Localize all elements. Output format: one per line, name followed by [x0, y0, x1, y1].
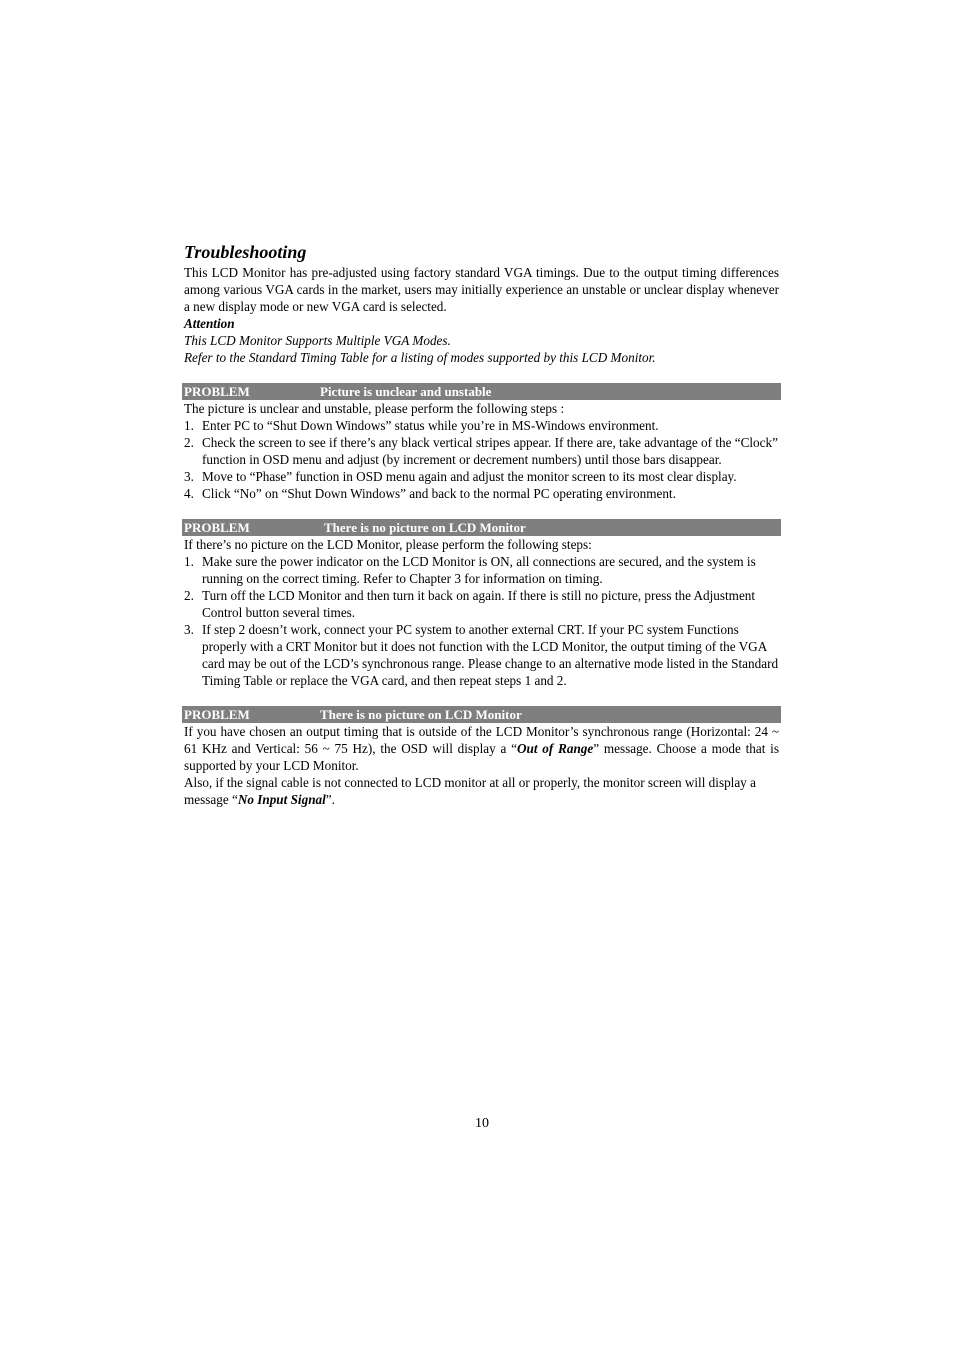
problem-label: PROBLEM: [184, 707, 250, 722]
problem-header-1: [182, 383, 781, 400]
attention-line-1: This LCD Monitor Supports Multiple VGA Modes.: [184, 333, 451, 348]
intro-paragraph: This LCD Monitor has pre-adjusted using factory standard VGA timings. Due to the output timing differences among various VGA cards in the market, users may initially experience an unstable or unclear display whenever a new display mode or new VGA card is selected.: [184, 265, 779, 314]
list-item: [184, 621, 779, 689]
problem-2-steps: [184, 553, 779, 689]
step-number: 4.: [184, 486, 194, 501]
step-number: 3.: [184, 469, 194, 484]
step-number: 2.: [184, 435, 194, 450]
page-number: 10: [475, 1116, 489, 1131]
no-input-signal-message: No Input Signal: [237, 792, 326, 807]
problem-2-lead: If there’s no picture on the LCD Monitor, please perform the following steps:: [184, 537, 592, 552]
list-item: [184, 434, 779, 468]
problem-3-paragraph-1: [184, 723, 779, 774]
out-of-range-message: Out of Range: [517, 741, 594, 756]
list-item: [184, 553, 779, 587]
problem-title: There is no picture on LCD Monitor: [320, 707, 522, 722]
step-number: 1.: [184, 418, 194, 433]
list-item: [184, 417, 779, 434]
attention-line-2: Refer to the Standard Timing Table for a listing of modes supported by this LCD Monitor.: [184, 350, 656, 365]
step-number: 3.: [184, 622, 194, 637]
text-run: If you have chosen an output timing that is outside of the LCD Monitor’s synchronous range (Horizontal: 24 ~ 61 KHz and Vertical: 56 ~ 75 Hz), the OSD will display a “: [184, 724, 779, 756]
problem-1-steps: [184, 417, 779, 502]
attention-heading: Attention: [184, 316, 235, 331]
text-run: ”.: [325, 792, 335, 807]
step-number: 1.: [184, 554, 194, 569]
list-item: [184, 485, 779, 502]
spacer: [184, 366, 779, 383]
problem-label: PROBLEM: [184, 384, 250, 399]
page-title: Troubleshooting: [184, 242, 307, 262]
step-text: Click “No” on “Shut Down Windows” and back to the normal PC operating environment.: [202, 486, 676, 501]
step-text: Move to “Phase” function in OSD menu again and adjust the monitor screen to its most clear display.: [202, 469, 737, 484]
problem-label: PROBLEM: [184, 520, 250, 535]
document-content: [184, 240, 779, 808]
problem-header-2: [182, 519, 781, 536]
spacer: [184, 502, 779, 519]
text-run: ” message. Choose a mode that is supported by your LCD Monitor.: [184, 741, 779, 773]
spacer: [184, 689, 779, 706]
list-item: [184, 468, 779, 485]
problem-1-lead: The picture is unclear and unstable, please perform the following steps :: [184, 401, 565, 416]
problem-title: Picture is unclear and unstable: [320, 384, 492, 399]
step-number: 2.: [184, 588, 194, 603]
problem-title: There is no picture on LCD Monitor: [324, 520, 526, 535]
step-text: If step 2 doesn’t work, connect your PC system to another external CRT. If your PC system Functions properly with a CRT Monitor but it does not function with the LCD Monitor, the output timing of the VGA card may be out of the LCD’s synchronous range. Please change to an alternative mode listed in the Standard Timing Table or replace the VGA card, and then repeat steps 1 and 2.: [202, 622, 779, 688]
step-text: Check the screen to see if there’s any black vertical stripes appear. If there are, take advantage of the “Clock” function in OSD menu and adjust (by increment or decrement numbers) until those bars disappear.: [202, 435, 778, 467]
problem-3-paragraph-2: [184, 774, 779, 808]
step-text: Enter PC to “Shut Down Windows” status while you’re in MS-Windows environment.: [202, 418, 659, 433]
step-text: Make sure the power indicator on the LCD Monitor is ON, all connections are secured, and the system is running on the correct timing. Refer to Chapter 3 for information on timing.: [202, 554, 756, 586]
list-item: [184, 587, 779, 621]
step-text: Turn off the LCD Monitor and then turn it back on again. If there is still no picture, press the Adjustment Control button several times.: [202, 588, 756, 620]
text-run: Also, if the signal cable is not connected to LCD monitor at all or properly, the monitor screen will display a message “: [184, 775, 756, 807]
problem-header-3: [182, 706, 781, 723]
